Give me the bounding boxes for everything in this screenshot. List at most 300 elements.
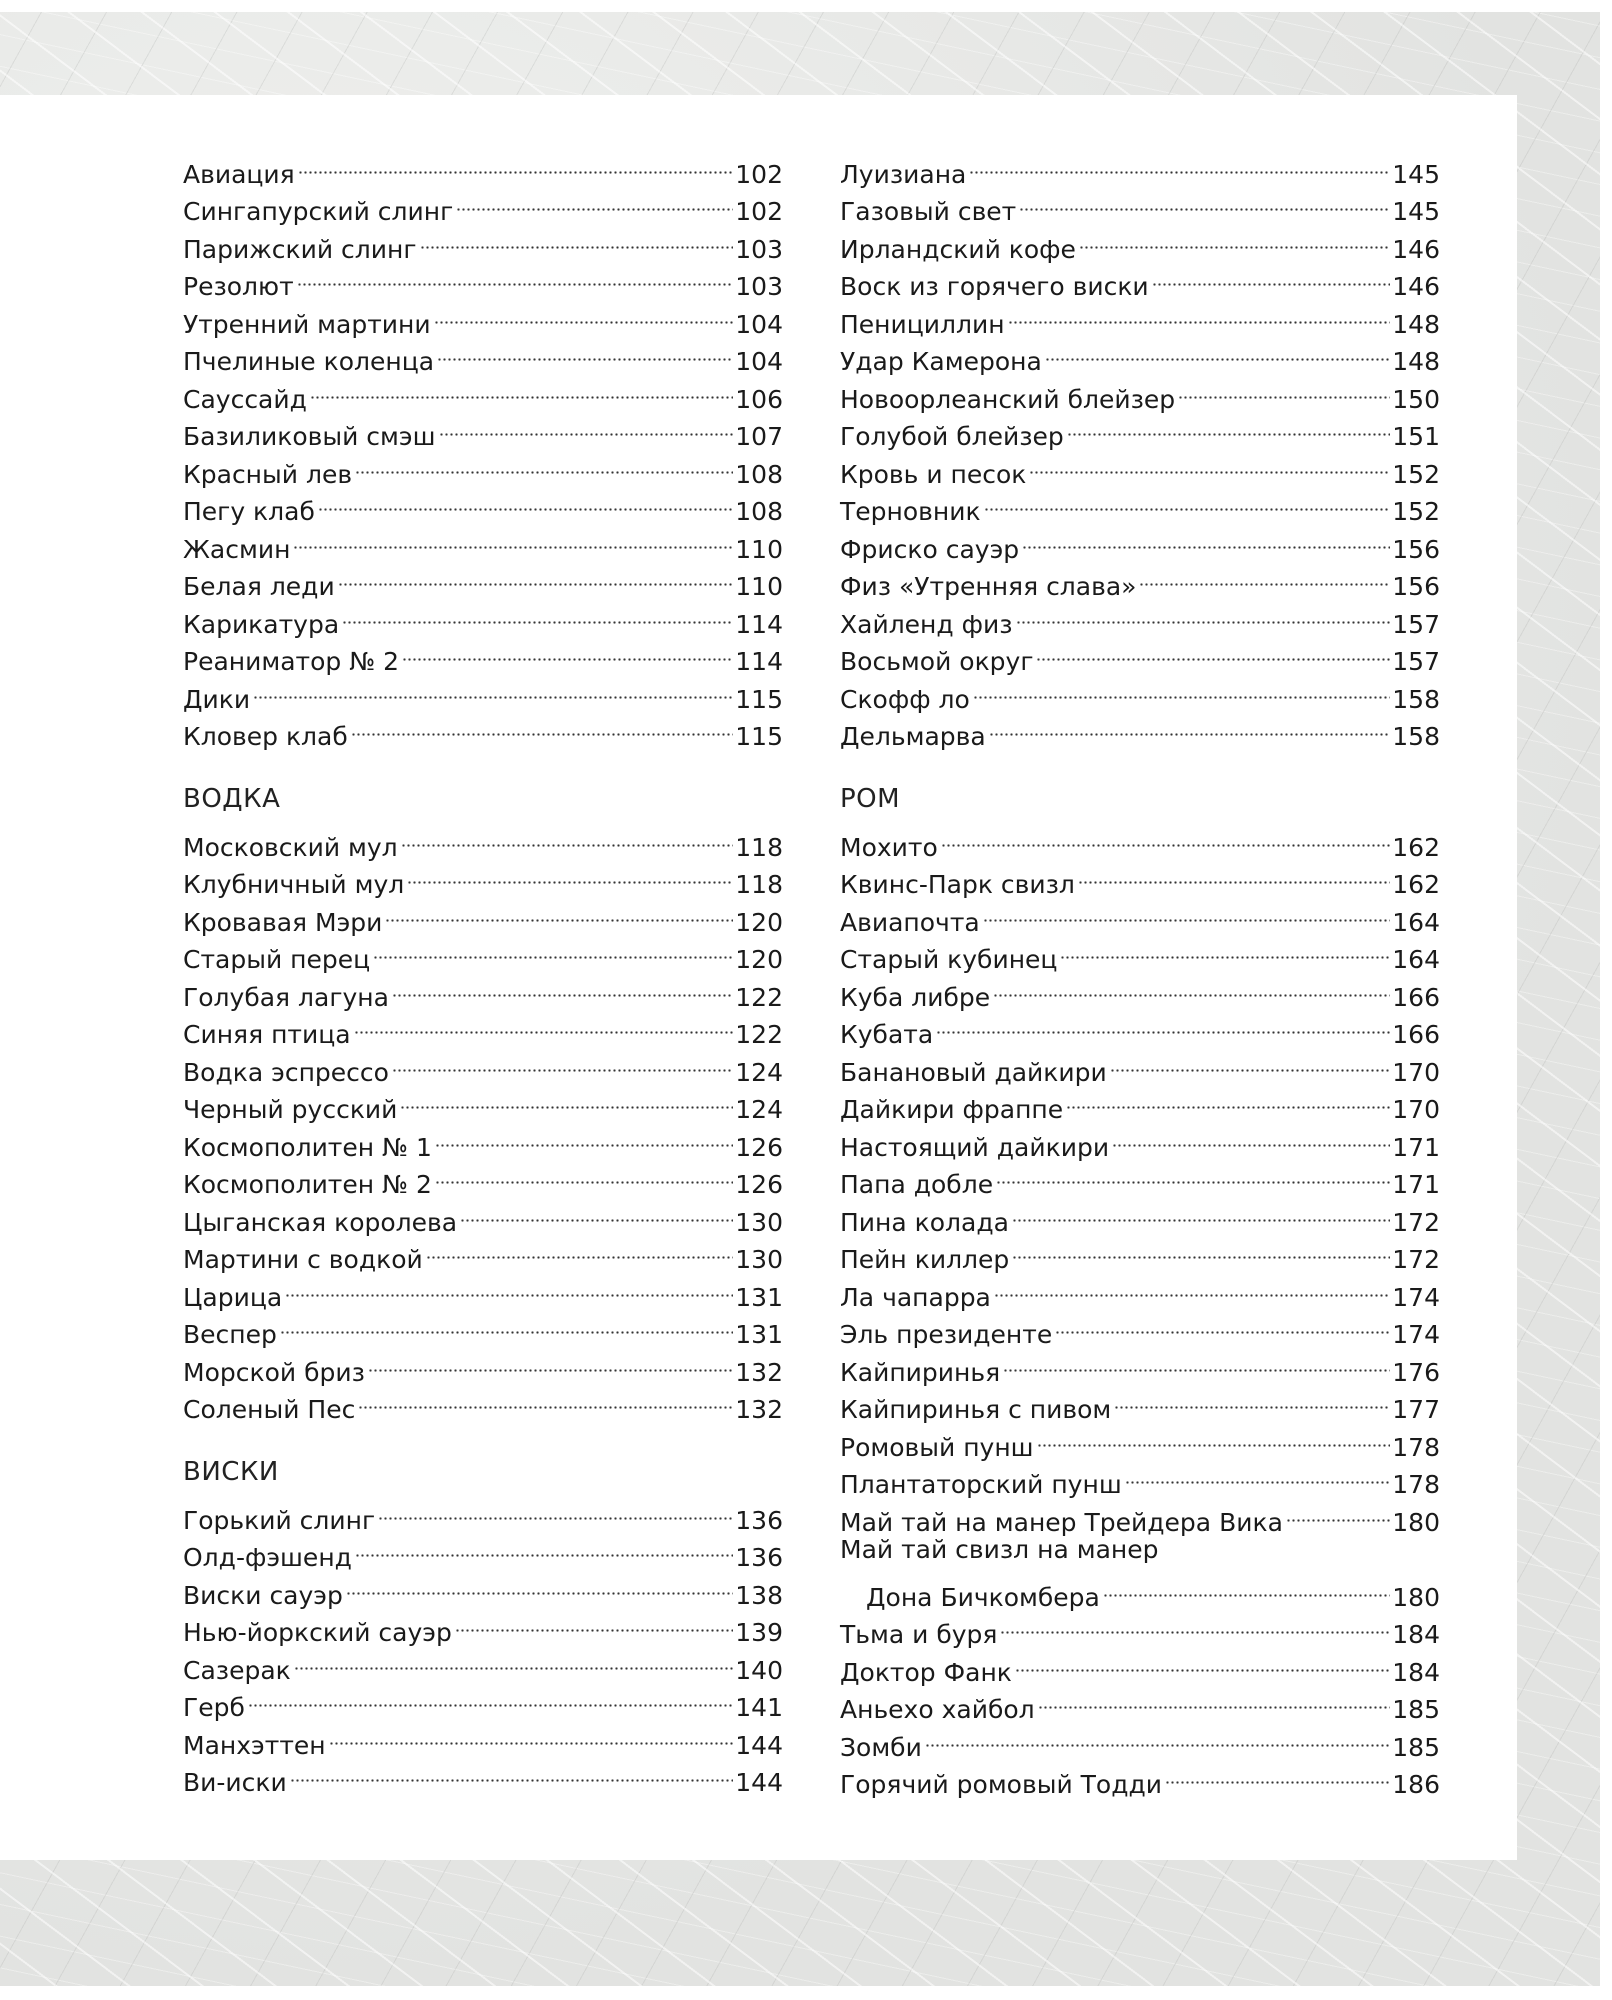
toc-entry[interactable]: [183, 1641, 783, 1685]
entry-title: Кровь и песок: [840, 459, 1027, 489]
toc-entry[interactable]: [183, 295, 783, 339]
entry-title: Пегу клаб: [183, 497, 315, 526]
entry-title: Плантаторский пунш: [840, 1470, 1122, 1499]
dot-leader: [1066, 1081, 1390, 1119]
entry-page-number: 107: [735, 422, 783, 451]
entry-title: Мохито: [840, 832, 938, 862]
entry-title: Синяя птица: [183, 1020, 351, 1049]
toc-entry[interactable]: [840, 1156, 1440, 1199]
toc-entry[interactable]: [840, 1043, 1440, 1087]
entry-page-number: 174: [1392, 1320, 1440, 1349]
dot-leader: [342, 595, 733, 633]
toc-entry[interactable]: [840, 1006, 1440, 1049]
dot-leader: [456, 183, 733, 221]
toc-entry[interactable]: [183, 333, 783, 376]
toc-entry[interactable]: [183, 1566, 783, 1610]
section-heading: ВОДКА: [183, 784, 281, 814]
dot-leader: [293, 520, 733, 558]
dot-leader: [351, 708, 734, 746]
dot-leader: [402, 633, 733, 671]
dot-leader: [355, 1529, 733, 1567]
dot-leader: [385, 893, 733, 931]
entry-page-number: 115: [735, 684, 783, 714]
entry-title: Черный русский: [183, 1095, 398, 1124]
dot-leader: [1012, 1231, 1390, 1269]
entry-title: Цыганская королева: [183, 1207, 458, 1237]
toc-entry[interactable]: [183, 1491, 783, 1535]
entry-title: Зомби: [840, 1732, 922, 1762]
dot-leader: [1114, 1381, 1390, 1419]
toc-entry[interactable]: [183, 708, 783, 751]
entry-title: Пенициллин: [840, 309, 1005, 339]
entry-title: Мартини с водкой: [183, 1245, 423, 1274]
entry-title: Кубата: [840, 1020, 934, 1049]
dot-leader: [1060, 931, 1390, 969]
entry-page-number: 132: [735, 1357, 783, 1387]
dot-leader: [435, 1156, 733, 1194]
entry-title: Базиликовый смэш: [183, 422, 436, 451]
toc-entry[interactable]: [183, 818, 783, 862]
toc-entry[interactable]: [840, 1193, 1440, 1237]
entry-page-number: 180: [1392, 1507, 1440, 1537]
dot-leader: [455, 1604, 733, 1642]
dot-leader: [460, 1193, 733, 1231]
dot-leader: [1019, 183, 1390, 221]
dot-leader: [994, 1268, 1390, 1306]
entry-page-number: 118: [735, 832, 783, 862]
dot-leader: [1055, 1306, 1390, 1344]
entry-page-number: 132: [735, 1395, 783, 1424]
entry-page-number: 102: [735, 197, 783, 226]
dot-leader: [1000, 1606, 1390, 1644]
entry-page-number: 145: [1392, 159, 1440, 189]
entry-title: Голубая лагуна: [183, 982, 389, 1012]
entry-title: Газовый свет: [840, 197, 1017, 226]
toc-entry[interactable]: [840, 483, 1440, 526]
toc-entry[interactable]: [840, 1418, 1440, 1462]
dot-leader: [1016, 595, 1391, 633]
toc-entry[interactable]: [840, 818, 1440, 862]
entry-title: Доктор Фанк: [840, 1657, 1012, 1687]
entry-page-number: 103: [735, 234, 783, 264]
entry-title: Горячий ромовый Тодди: [840, 1770, 1163, 1799]
entry-title: Фриско сауэр: [840, 534, 1020, 564]
entry-page-number: 157: [1392, 647, 1440, 676]
toc-entry[interactable]: [183, 670, 783, 714]
dot-leader: [1012, 1193, 1390, 1231]
entry-title: Кайпиринья: [840, 1357, 1001, 1387]
entry-title: Жасмин: [183, 534, 291, 564]
entry-page-number: 148: [1392, 309, 1440, 339]
dot-leader: [401, 818, 734, 856]
toc-section: [183, 778, 783, 1424]
background-border-top: [0, 0, 1612, 12]
entry-title: Кайпиринья с пивом: [840, 1395, 1112, 1424]
entry-title: Старый кубинец: [840, 945, 1058, 974]
toc-entry[interactable]: [840, 558, 1440, 601]
toc-entry[interactable]: [840, 370, 1440, 414]
toc-entry[interactable]: [840, 258, 1440, 301]
entry-page-number: 156: [1392, 534, 1440, 564]
entry-page-number: 144: [735, 1730, 783, 1760]
toc-entry[interactable]: [840, 968, 1440, 1012]
entry-page-number: 176: [1392, 1357, 1440, 1387]
toc-entry[interactable]: [183, 1529, 783, 1572]
dot-leader: [338, 558, 734, 596]
entry-page-number: 104: [735, 309, 783, 339]
entry-page-number: 172: [1392, 1207, 1440, 1237]
dot-leader: [253, 670, 733, 708]
entry-page-number: 170: [1392, 1095, 1440, 1124]
toc-entry[interactable]: [183, 595, 783, 639]
entry-title: Клубничный мул: [183, 870, 405, 899]
dot-leader: [368, 1343, 733, 1381]
dot-leader: [285, 1268, 733, 1306]
entry-page-number: 156: [1392, 572, 1440, 601]
entry-title: Сингапурский слинг: [183, 197, 454, 226]
toc-entry[interactable]: [840, 1268, 1440, 1312]
entry-title: Парижский слинг: [183, 234, 417, 264]
toc-entry[interactable]: [840, 1343, 1440, 1387]
toc-entry[interactable]: [183, 558, 783, 601]
toc-section: [183, 145, 783, 751]
entry-page-number: 166: [1392, 982, 1440, 1012]
toc-entry[interactable]: [183, 370, 783, 414]
toc-entry[interactable]: [183, 1679, 783, 1722]
entry-page-number: 136: [735, 1543, 783, 1572]
dot-leader: [1022, 520, 1390, 558]
toc-entry[interactable]: [183, 1006, 783, 1049]
entry-title: Белая леди: [183, 572, 335, 601]
toc-entry[interactable]: [183, 1156, 783, 1199]
entry-page-number: 144: [735, 1768, 783, 1797]
dot-leader: [407, 856, 733, 894]
toc-section: [840, 778, 1440, 1799]
toc-entry[interactable]: [840, 1606, 1440, 1649]
toc-entry[interactable]: [840, 333, 1440, 376]
toc-entry[interactable]: [183, 1268, 783, 1312]
entry-page-number: 157: [1392, 609, 1440, 639]
toc-entry[interactable]: [840, 520, 1440, 564]
entry-title: Сауссайд: [183, 384, 307, 414]
toc-entry[interactable]: [183, 1231, 783, 1274]
toc-entry[interactable]: [840, 1643, 1440, 1687]
entry-page-number: 102: [735, 159, 783, 189]
toc-entry[interactable]: [840, 1456, 1440, 1499]
toc-entry[interactable]: [183, 1716, 783, 1760]
dot-leader: [1036, 633, 1390, 671]
toc-entry[interactable]: [183, 483, 783, 526]
toc-section: [183, 1451, 783, 1797]
dot-leader: [1178, 370, 1390, 408]
entry-title: Аньехо хайбол: [840, 1695, 1035, 1724]
background-border-right: [1600, 0, 1612, 2000]
toc-entry[interactable]: [183, 520, 783, 564]
entry-title: Куба либре: [840, 982, 991, 1012]
dot-leader: [1103, 1568, 1390, 1606]
entry-title: Голубой блейзер: [840, 422, 1064, 451]
toc-entry[interactable]: [840, 633, 1440, 676]
toc-entry[interactable]: [183, 1381, 783, 1424]
entry-page-number: 150: [1392, 384, 1440, 414]
dot-leader: [989, 708, 1391, 746]
entry-page-number: 126: [735, 1170, 783, 1199]
entry-title: Авиация: [183, 159, 295, 189]
dot-leader: [373, 931, 733, 969]
toc-entry[interactable]: [840, 445, 1440, 489]
dot-leader: [439, 408, 734, 446]
toc-entry[interactable]: [840, 708, 1440, 751]
toc-entry[interactable]: [183, 145, 783, 189]
dot-leader: [358, 1381, 733, 1419]
entry-page-number: 103: [735, 272, 783, 301]
entry-page-number: 124: [735, 1095, 783, 1124]
entry-page-number: 172: [1392, 1245, 1440, 1274]
entry-title: Ви-иски: [183, 1768, 287, 1797]
toc-entry[interactable]: [183, 220, 783, 264]
entry-page-number: 158: [1392, 684, 1440, 714]
toc-entry[interactable]: [840, 1081, 1440, 1124]
toc-entry-continuation[interactable]: [840, 1568, 1440, 1612]
dot-leader: [1003, 1343, 1390, 1381]
entry-title: Манхэттен: [183, 1730, 326, 1760]
dot-leader: [290, 1754, 734, 1792]
entry-page-number: 122: [735, 1020, 783, 1049]
entry-page-number: 120: [735, 945, 783, 974]
toc-entry[interactable]: [840, 1531, 1440, 1569]
entry-title: Веспер: [183, 1320, 277, 1349]
entry-page-number: 110: [735, 572, 783, 601]
entry-page-number: 104: [735, 347, 783, 376]
toc-entry[interactable]: [183, 1306, 783, 1349]
entry-page-number: 180: [1392, 1582, 1440, 1612]
entry-title: Новоорлеанский блейзер: [840, 384, 1176, 414]
toc-entry[interactable]: [840, 931, 1440, 974]
toc-entry[interactable]: [183, 893, 783, 937]
entry-title: Космополитен № 2: [183, 1170, 432, 1199]
dot-leader: [941, 818, 1391, 856]
entry-page-number: 141: [735, 1693, 783, 1722]
entry-title: Кровавая Мэри: [183, 907, 383, 937]
dot-leader: [434, 295, 734, 333]
entry-page-number: 108: [735, 459, 783, 489]
toc-entry[interactable]: [183, 258, 783, 301]
toc-entry[interactable]: [840, 1681, 1440, 1724]
entry-page-number: 139: [735, 1618, 783, 1647]
dot-leader: [310, 370, 733, 408]
section-heading: РОМ: [840, 784, 901, 814]
entry-page-number: 136: [735, 1505, 783, 1535]
entry-page-number: 184: [1392, 1620, 1440, 1649]
entry-page-number: 178: [1392, 1470, 1440, 1499]
entry-page-number: 174: [1392, 1282, 1440, 1312]
toc-entry[interactable]: [840, 1493, 1440, 1537]
dot-leader: [318, 483, 733, 521]
entry-page-number: 178: [1392, 1432, 1440, 1462]
entry-title: Красный лев: [183, 459, 353, 489]
entry-page-number: 110: [735, 534, 783, 564]
entry-title: Ла чапарра: [840, 1282, 991, 1312]
book-page: [0, 95, 1517, 1860]
entry-page-number: 131: [735, 1320, 783, 1349]
entry-page-number: 115: [735, 722, 783, 751]
entry-title: Карикатура: [183, 609, 340, 639]
dot-leader: [392, 1043, 733, 1081]
entry-page-number: 124: [735, 1057, 783, 1087]
dot-leader: [1286, 1493, 1390, 1531]
entry-title: Пейн киллер: [840, 1245, 1010, 1274]
toc-entry[interactable]: [183, 183, 783, 226]
dot-leader: [936, 1006, 1390, 1044]
entry-title: Герб: [183, 1693, 245, 1722]
entry-title: Московский мул: [183, 832, 398, 862]
toc-entry[interactable]: [840, 183, 1440, 226]
dot-leader: [329, 1716, 734, 1754]
toc-entry[interactable]: [840, 856, 1440, 899]
dot-leader: [1139, 558, 1390, 596]
entry-page-number: 145: [1392, 197, 1440, 226]
entry-page-number: 170: [1392, 1057, 1440, 1087]
entry-title: Водка эспрессо: [183, 1057, 389, 1087]
dot-leader: [1029, 445, 1390, 483]
entry-page-number: 146: [1392, 272, 1440, 301]
toc-entry[interactable]: [840, 295, 1440, 339]
entry-title: Восьмой округ: [840, 647, 1034, 676]
toc-entry[interactable]: [840, 1118, 1440, 1162]
dot-leader: [1038, 1681, 1391, 1719]
toc-entry[interactable]: [840, 670, 1440, 714]
entry-title: Квинс-Парк свизл: [840, 870, 1075, 899]
entry-title: Авиапочта: [840, 907, 980, 937]
toc-entry[interactable]: [840, 1231, 1440, 1274]
dot-leader: [925, 1718, 1390, 1756]
toc-entry[interactable]: [840, 1381, 1440, 1424]
dot-leader: [1045, 333, 1390, 371]
entry-title: Май тай свизл на манер: [840, 1534, 1159, 1564]
dot-leader: [298, 145, 734, 183]
entry-page-number: 151: [1392, 422, 1440, 451]
toc-entry[interactable]: [183, 633, 783, 676]
dot-leader: [297, 258, 734, 296]
toc-entry[interactable]: [840, 220, 1440, 264]
dot-leader: [1110, 1043, 1391, 1081]
toc-entry[interactable]: [840, 595, 1440, 639]
toc-entry[interactable]: [183, 445, 783, 489]
dot-leader: [346, 1566, 733, 1604]
dot-leader: [1067, 408, 1390, 446]
entry-page-number: 118: [735, 870, 783, 899]
entry-title: Олд-фэшенд: [183, 1543, 352, 1572]
dot-leader: [400, 1081, 733, 1119]
toc-entry[interactable]: [840, 893, 1440, 937]
toc-entry[interactable]: [183, 968, 783, 1012]
entry-page-number: 152: [1392, 459, 1440, 489]
dot-leader: [392, 968, 733, 1006]
entry-page-number: 185: [1392, 1732, 1440, 1762]
dot-leader: [1152, 258, 1391, 296]
entry-page-number: 186: [1392, 1770, 1440, 1799]
toc-entry[interactable]: [183, 1193, 783, 1237]
entry-title: Воск из горячего виски: [840, 272, 1149, 301]
toc-section: [840, 145, 1440, 751]
entry-page-number: 114: [735, 647, 783, 676]
entry-title: Дайкири фраппе: [840, 1095, 1064, 1124]
entry-page-number: 164: [1392, 907, 1440, 937]
dot-leader: [435, 1118, 733, 1156]
dot-leader: [973, 670, 1390, 708]
toc-entry[interactable]: [840, 408, 1440, 451]
entry-title: Ромовый пунш: [840, 1432, 1034, 1462]
entry-title: Утренний мартини: [183, 309, 431, 339]
entry-page-number: 171: [1392, 1170, 1440, 1199]
toc-entry[interactable]: [840, 1306, 1440, 1349]
toc-entry[interactable]: [183, 1343, 783, 1387]
entry-title: Эль президенте: [840, 1320, 1053, 1349]
entry-page-number: 158: [1392, 722, 1440, 751]
entry-page-number: 185: [1392, 1695, 1440, 1724]
section-heading: ВИСКИ: [183, 1457, 279, 1487]
toc-entry[interactable]: [183, 1081, 783, 1124]
entry-page-number: 114: [735, 609, 783, 639]
dot-leader: [996, 1156, 1390, 1194]
entry-title: Терновник: [840, 497, 981, 526]
entry-page-number: 152: [1392, 497, 1440, 526]
toc-entry[interactable]: [840, 145, 1440, 189]
dot-leader: [1165, 1756, 1390, 1794]
entry-title: Луизиана: [840, 159, 967, 189]
dot-leader: [984, 483, 1391, 521]
dot-leader: [248, 1679, 733, 1717]
entry-title: Ирландский кофе: [840, 234, 1076, 264]
entry-page-number: 162: [1392, 832, 1440, 862]
toc-entry[interactable]: [840, 1756, 1440, 1799]
entry-page-number: 166: [1392, 1020, 1440, 1049]
entry-page-number: 146: [1392, 234, 1440, 264]
entry-page-number: 162: [1392, 870, 1440, 899]
toc-entry[interactable]: [183, 1043, 783, 1087]
dot-leader: [280, 1306, 733, 1344]
dot-leader: [437, 333, 733, 371]
entry-title: Царица: [183, 1282, 283, 1312]
toc-entry[interactable]: [183, 1604, 783, 1647]
toc-entry[interactable]: [183, 856, 783, 899]
toc-entry[interactable]: [183, 1754, 783, 1797]
entry-title: Физ «Утренняя слава»: [840, 572, 1137, 601]
entry-title: Дики: [183, 684, 251, 714]
entry-title: Пчелиные коленца: [183, 347, 435, 376]
toc-entry[interactable]: [840, 1718, 1440, 1762]
dot-leader: [993, 968, 1390, 1006]
toc-entry[interactable]: [183, 1118, 783, 1162]
entry-title: Космополитен № 1: [183, 1132, 432, 1162]
entry-title: Настоящий дайкири: [840, 1132, 1110, 1162]
toc-entry[interactable]: [183, 931, 783, 974]
dot-leader: [969, 145, 1390, 183]
entry-title: Хайленд физ: [840, 609, 1013, 639]
entry-title: Пина колада: [840, 1207, 1009, 1237]
background-border-bottom: [0, 1986, 1612, 2000]
entry-title-continued: Дона Бичкомбера: [866, 1582, 1100, 1612]
dot-leader: [983, 893, 1391, 931]
entry-title: Реаниматор № 2: [183, 647, 400, 676]
entry-page-number: 138: [735, 1580, 783, 1610]
toc-entry[interactable]: [183, 408, 783, 451]
entry-page-number: 120: [735, 907, 783, 937]
entry-title: Старый перец: [183, 945, 371, 974]
dot-leader: [1015, 1643, 1390, 1681]
dot-leader: [378, 1491, 733, 1529]
dot-leader: [354, 1006, 734, 1044]
